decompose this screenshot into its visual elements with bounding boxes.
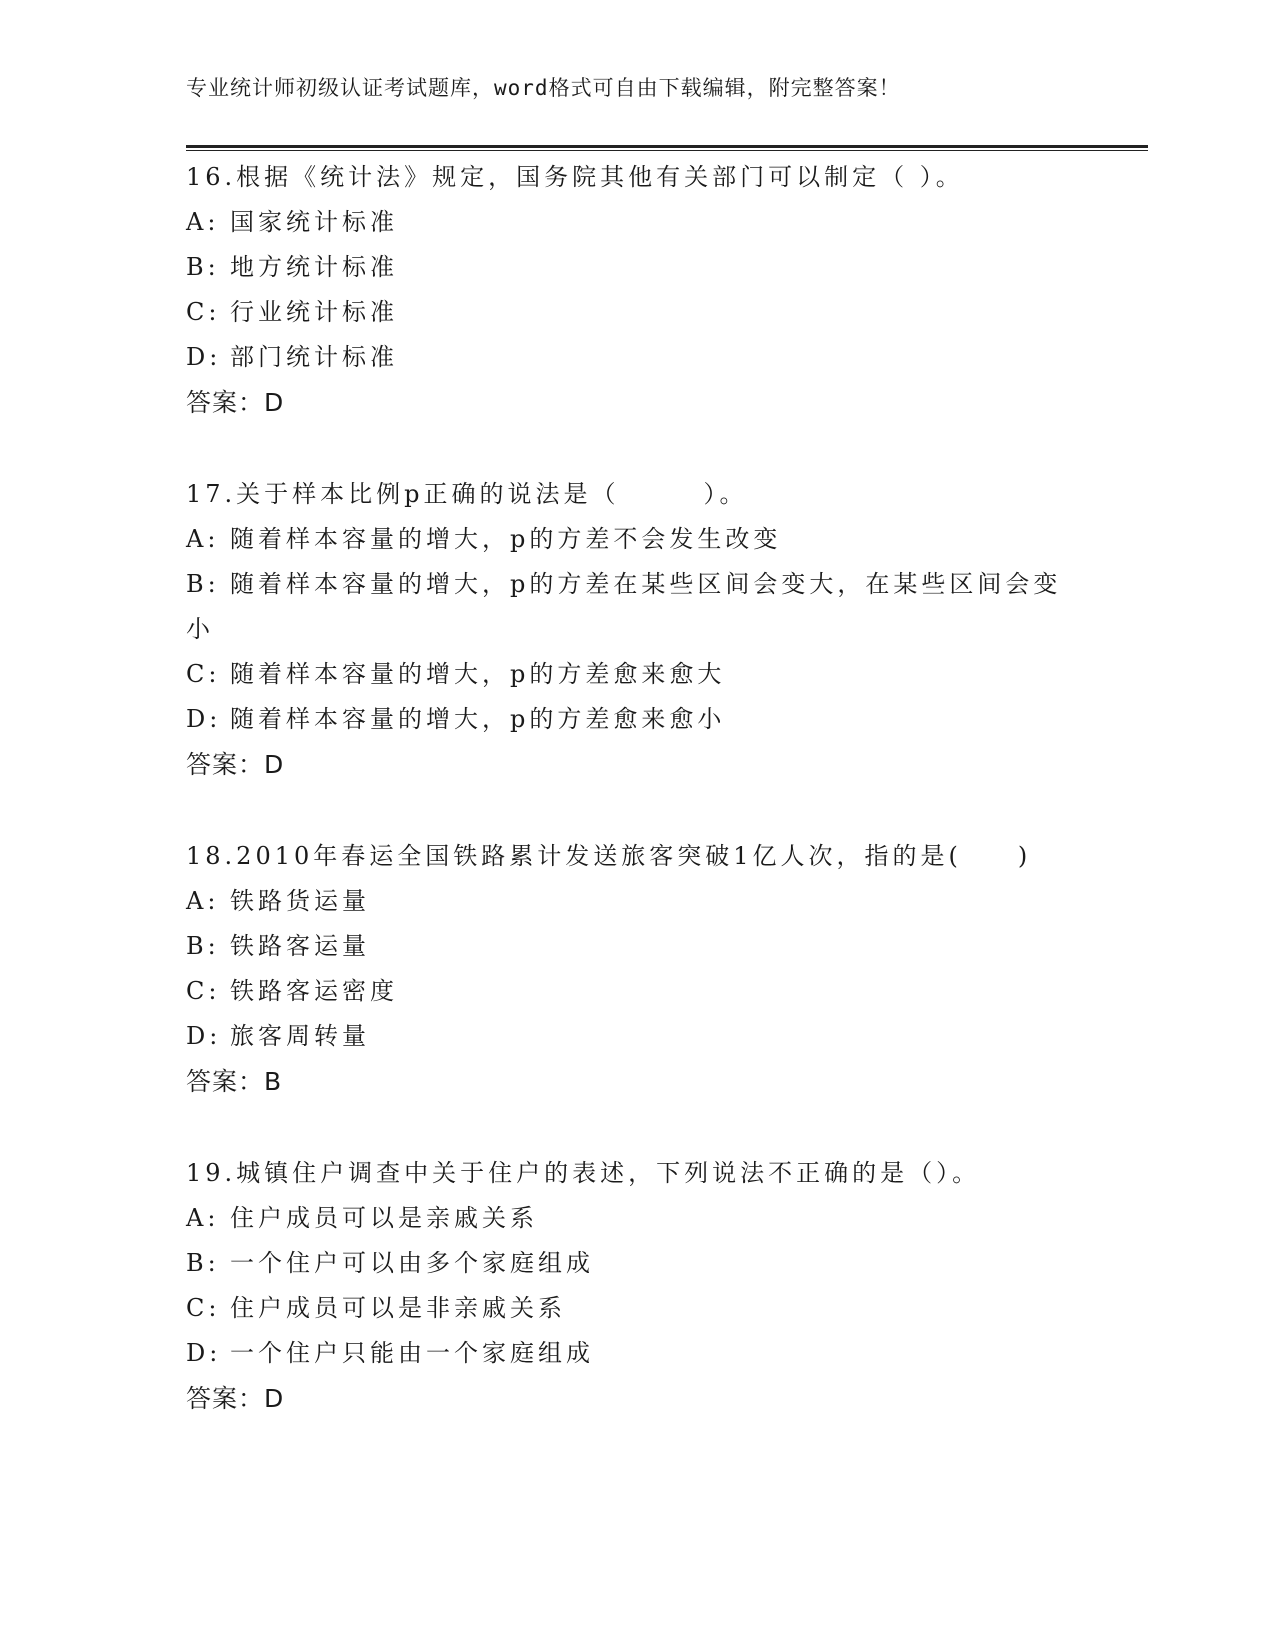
option-letter: B:: [186, 253, 220, 281]
option-text: 住户成员可以是亲戚关系: [230, 1204, 538, 1232]
option-letter: C:: [186, 977, 221, 1005]
option-b: [186, 1241, 1086, 1286]
question-list: [186, 155, 1086, 1421]
option-a: [186, 1196, 1086, 1241]
question-16: [186, 155, 1086, 425]
option-a: [186, 200, 1086, 245]
option-text: 一个住户只能由一个家庭组成: [230, 1339, 594, 1367]
option-letter: B:: [186, 932, 220, 960]
question-stem: 16.根据《统计法》规定，国务院其他有关部门可以制定（ ）。: [186, 163, 964, 191]
option-letter: C:: [186, 660, 221, 688]
option-d: [186, 1014, 1086, 1059]
option-b: [186, 924, 1086, 969]
option-b: [186, 562, 1066, 652]
option-text: 一个住户可以由多个家庭组成: [230, 1249, 594, 1277]
option-c: [186, 652, 1086, 697]
option-text: 行业统计标准: [230, 298, 398, 326]
answer-label: 答案：D: [186, 388, 285, 417]
option-text: 随着样本容量的增大，p的方差不会发生改变: [230, 525, 782, 553]
header-rule-thin: [186, 150, 1148, 151]
option-letter: D:: [186, 705, 222, 733]
option-letter: A:: [186, 1204, 220, 1232]
option-text: 铁路客运量: [230, 932, 370, 960]
option-d: [186, 335, 1086, 380]
answer-label: 答案：B: [186, 1067, 283, 1096]
question-19: [186, 1151, 1086, 1421]
option-letter: A:: [186, 208, 220, 236]
option-text: 地方统计标准: [230, 253, 398, 281]
option-c: [186, 969, 1086, 1014]
option-c: [186, 1286, 1086, 1331]
option-text: 铁路客运密度: [230, 977, 398, 1005]
option-letter: D:: [186, 343, 222, 371]
option-letter: A:: [186, 887, 220, 915]
option-letter: D:: [186, 1022, 222, 1050]
option-text: 部门统计标准: [230, 343, 398, 371]
answer-label: 答案：D: [186, 1384, 285, 1413]
question-stem: 19.城镇住户调查中关于住户的表述，下列说法不正确的是（）。: [186, 1159, 981, 1187]
option-c: [186, 290, 1086, 335]
option-letter: A:: [186, 525, 220, 553]
option-text: 旅客周转量: [230, 1022, 370, 1050]
option-text: 随着样本容量的增大，p的方差愈来愈大: [230, 660, 726, 688]
option-text: 住户成员可以是非亲戚关系: [230, 1294, 566, 1322]
option-letter: C:: [186, 1294, 221, 1322]
option-text: 随着样本容量的增大，p的方差愈来愈小: [230, 705, 726, 733]
question-stem: 17.关于样本比例p正确的说法是（ ）。: [186, 480, 748, 508]
question-17: [186, 472, 1086, 787]
question-18: [186, 834, 1086, 1104]
question-stem: 18.2010年春运全国铁路累计发送旅客突破1亿人次，指的是( ): [186, 842, 1032, 870]
option-b: [186, 245, 1086, 290]
option-a: [186, 517, 1086, 562]
option-text: 随着样本容量的增大，p的方差在某些区间会变大，在某些区间会变小: [186, 570, 1062, 643]
header-rule-thick: [186, 145, 1148, 148]
option-d: [186, 1331, 1086, 1376]
option-a: [186, 879, 1086, 924]
option-letter: B:: [186, 570, 220, 598]
option-letter: D:: [186, 1339, 222, 1367]
option-text: 铁路货运量: [230, 887, 370, 915]
option-d: [186, 697, 1086, 742]
page-header: 专业统计师初级认证考试题库，word格式可自由下载编辑，附完整答案！: [186, 76, 901, 100]
option-text: 国家统计标准: [230, 208, 398, 236]
option-letter: B:: [186, 1249, 220, 1277]
answer-label: 答案：D: [186, 750, 285, 779]
option-letter: C:: [186, 298, 221, 326]
